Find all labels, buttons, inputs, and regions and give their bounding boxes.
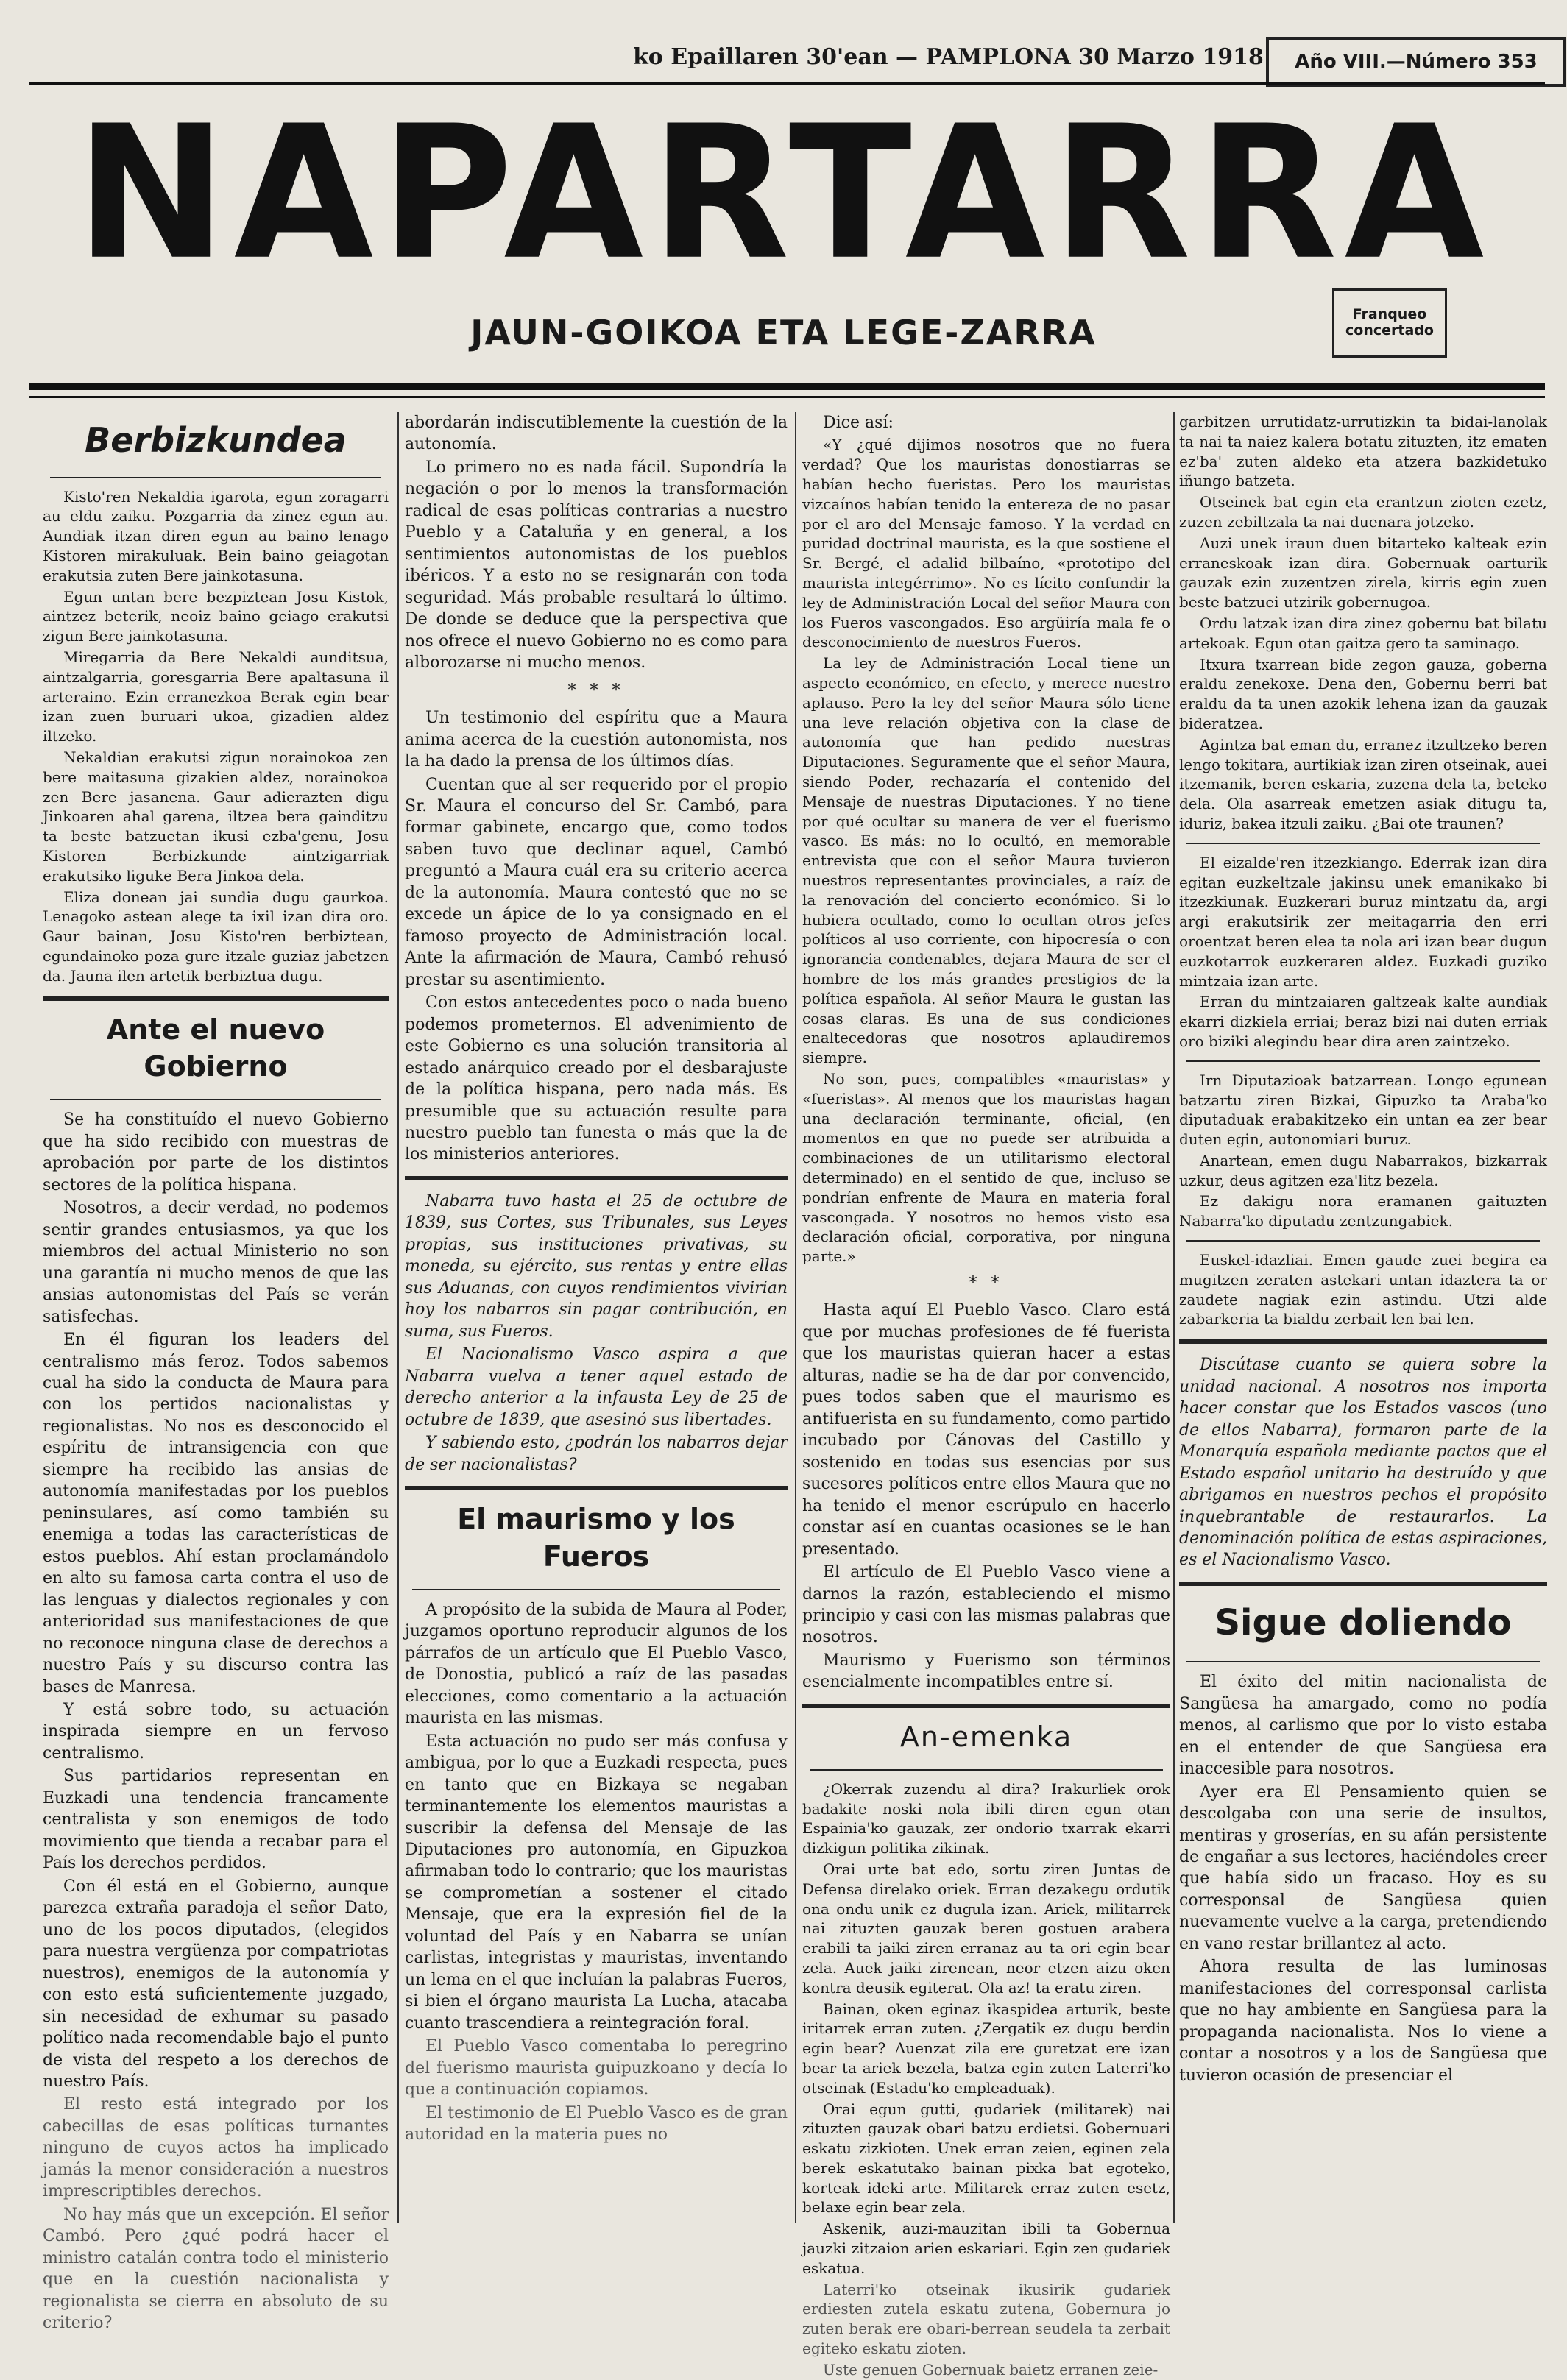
- paragraph: Y está sobre todo, su actuación inspirada siempre en un fervoso centralismo.: [43, 1701, 389, 1763]
- divider: [1186, 1240, 1540, 1242]
- paragraph: Nosotros, a decir verdad, no podemos sentir grandes entusiasmos, ya que los miembros del actual Ministerio no son una garantía ni mucho menos de que las ansias autonomistas del País se verán satisfechas.: [43, 1199, 389, 1326]
- quote-paragraph: El Nacionalismo Vasco aspira a que Nabarra vuelva a tener aquel estado de derecho anterior a la infausta Ley de 25 de octubre de 1839, que asesinó sus libertades.: [405, 1345, 788, 1429]
- column-divider-2: [795, 412, 796, 2223]
- section-divider: [1179, 1339, 1547, 1344]
- paragraph: Dice así:: [823, 414, 894, 432]
- section-divider: [405, 1486, 788, 1490]
- paragraph: garbitzen urrutidatz-urrutizkin ta bidai-lanolak ta nai ta naiez kalera botatu zituzten, itz ematen ez'ba' zuten aldeko eta atzera bazkidetuko iñungo batzeta.: [1179, 413, 1547, 490]
- paragraph: Sus partidarios representan en Euzkadi una tendencia francamente centralista y son enemigos de todo movimiento que tienda a recabar para el País los derechos perdidos.: [43, 1767, 389, 1873]
- paragraph: El artículo de El Pueblo Vasco viene a darnos la razón, estableciendo el mismo principio y casi con las mismas palabras que nosotros.: [802, 1563, 1170, 1647]
- paragraph: El eizalde'ren itzezkiango. Ederrak izan dira egitan euzkeltzale jakinsu unek emanikako bi itzezkiunak. Euzkerari buruz mintzatu da, argi argi erakutsirik zer meitagarria den erri oroentzat beren elea ta nola ari izan bear dugun euzkotarrok euzkeraren aldez. Euzkadi guziko mintzaia izan arte.: [1179, 853, 1547, 990]
- franqueo-box: Franqueo concertado: [1332, 288, 1447, 358]
- paragraph: Nekaldian erakutsi zigun norainokoa zen bere maitasuna gizakien aldez, norainokoa zen Bere jasanena. Gaur adierazten digu Jinkoaren ahal garena, iltzea bera gainditzu ta beste batzuetan ikusi ezba'genu, Josu Kistoren Berbizkunde aintzigarriak erakutsiko liguke Bera Jinkoa dela.: [43, 748, 389, 885]
- column-3: [802, 412, 1170, 2379]
- paragraph: Irn Diputazioak batzarrean. Longo egunean batzartu ziren Bizkai, Gipuzko ta Araba'ko diputaduak erabakitzeko ein untan ea zer bear duten egin, autonomiari buruz.: [1179, 1071, 1547, 1149]
- section-divider: [1179, 1582, 1547, 1586]
- paragraph: Askenik, auzi-mauzitan ibili ta Gobernua jauzki zitzaion arien eskariari. Egin zen gudariek eskatua.: [802, 2220, 1170, 2277]
- masthead-title: NAPARTARRA: [75, 86, 1492, 300]
- top-rule: [29, 82, 1545, 85]
- article-title-sigue-doliendo: Sigue doliendo: [1214, 1601, 1512, 1643]
- paragraph: Bainan, oken eginaz ikaspidea arturik, beste iritarrek erran zuten. ¿Zergatik ez dugu berdin egin bear? Auenzat zila ere guretzat ere izan bear ta ariek bezela, batza egin zuten Laterri'ko otseinak (Estadu'ko empleaduak).: [802, 2000, 1170, 2097]
- section-divider: [43, 996, 389, 1001]
- issue-number: Año VIII.—Número 353: [1266, 37, 1566, 87]
- paragraph: Con estos antecedentes poco o nada bueno podemos prometernos. El advenimiento de este Gobierno es una solución transitoria al estado anárquico creado por el desbarajuste de la política hispana, pero nada más. Es presumible que su actuación resulte para nuestro pueblo tan funesta o más que la de los ministerios anteriores.: [405, 994, 788, 1164]
- column-1: [43, 412, 389, 2333]
- paragraph: Un testimonio del espíritu que a Maura anima acerca de la cuestión autonomista, nos la ha dado la prensa de los últimos días.: [405, 709, 788, 771]
- paragraph: Orai urte bat edo, sortu ziren Juntas de Defensa direlako oriek. Erran dezakegu ordutik ona ondu unik ez dugula izan. Ariek, militarrek nai zituzten gauzak beren gostuen arabera erabili ta jaiki ziren erranaz au ta ori egin bear zela. Auek jaiki zirenean, neor etzen aizu oken kontra deusik egiterat. Ola az! ta eratu ziren.: [802, 1860, 1170, 1997]
- paragraph: Cuentan que al ser requerido por el propio Sr. Maura el concurso del Sr. Cambó, para formar gabinete, encargo que, como todos saben tuvo que declinar aquel, Cambó preguntó a Maura cuál era su criterio acerca de la autonomía. Maura contestó que no se excede un ápice de lo ya consignado en el famoso proyecto de Administración local. Ante la afirmación de Maura, Cambó rehusó prestar su asentimiento.: [405, 775, 788, 989]
- section-divider: [802, 1704, 1170, 1708]
- section-divider: [405, 1176, 788, 1180]
- paragraph: Euskel-idazliai. Emen gaude zuei begira ea mugitzen zeraten astekari untan idaztera ta or zaudete nagiak ezin astindu. Utzi alde zabarkeria ta bialdu zerbait len bai len.: [1179, 1251, 1547, 1328]
- paragraph: Maurismo y Fuerismo son términos esencialmente incompatibles entre sí.: [802, 1651, 1170, 1692]
- paragraph: Laterri'ko otseinak ikusirik gudariek erdiesten zutela eskatu zutena, Gobernura jo zuten berak ere obari-berrean seudela ta zerbait egiteko eskatu zioten.: [802, 2280, 1170, 2358]
- column-4: [1179, 412, 1547, 2230]
- divider: [50, 1099, 381, 1100]
- article-title-gobierno: Ante el nuevo Gobierno: [106, 1013, 325, 1083]
- separator-stars: * *: [969, 1273, 1004, 1292]
- quote-paragraph: Y sabiendo esto, ¿podrán los nabarros dejar de ser nacionalistas?: [405, 1434, 788, 1474]
- paragraph: Egun untan bere bezpiztean Josu Kistok, aintzez beterik, neoiz baino geiago erakutsi zigun Bere jainkotasuna.: [43, 587, 389, 645]
- paragraph: Eliza donean jai sundia dugu gaurkoa. Lenagoko astean alege ta ixil izan dira oro. Gaur bainan, Josu Kisto'ren berbiztean, egundainoko poza gure itzale guziaz jabetzen da. Jauna ilen artetik berbiztua dugu.: [43, 888, 389, 985]
- quote-paragraph: Nabarra tuvo hasta el 25 de octubre de 1839, sus Cortes, sus Tribunales, sus Leyes propias, sus instituciones privativas, su moneda, su ejército, sus rentas y entre ellas sus Aduanas, con cuyos rendimientos vivirian hoy los nabarros sin pagar contribución, en suma, sus Fueros.: [405, 1191, 788, 1341]
- paragraph: «Y ¿qué dijimos nosotros que no fuera verdad? Que los mauristas donostiarras se habían hecho fueristas. Pero los mauristas vizcaínos habían tenido la entereza de no pasar por el aro del Mensaje famoso. Y la verdad en puridad doctrinal maurista, es la que sostiene el Sr. Bergé, el adalid bilbaíno, «prototipo del maurista integérrimo». No es lícito confundir la ley de Administración Local del señor Maura con los Fueros vascongados. Eso argüiría mala fe o desconocimiento de nuestros Fueros.: [802, 436, 1170, 651]
- paragraph: Ordu latzak izan dira zinez gobernu bat bilatu artekoak. Egun otan gaitza gero ta saminago.: [1179, 614, 1547, 652]
- motto: JAUN-GOIKOA ETA LEGE-ZARRA: [470, 313, 1097, 353]
- paragraph: Kisto'ren Nekaldia igarota, egun zoragarri au eldu zaiku. Pozgarria da zinez egun au. Aundiak itzan diren egun au baino lenago Kistoren mirakuluak. Bein baino geiagotan erakutsia zuten Bere jainkotasuna.: [43, 487, 389, 584]
- quote-paragraph: Discútase cuanto se quiera sobre la unidad nacional. A nosotros nos importa hacer constar que los Estados vascos (uno de ellos Nabarra), formaron parte de la Monarquía española mediante pactos que el Estado español unitario ha destruído y que abrigamos en nuestros pechos el propósito inquebrantable de restaurarlos. La denominación política de estas aspiraciones, es el Nacionalismo Vasco.: [1179, 1356, 1547, 1570]
- paragraph: ¿Okerrak zuzendu al dira? Irakurliek orok badakite noski nola ibili diren egun otan Espainia'ko gauzak, zer ondorio txarrak ekarri dizkigun politika zikinak.: [802, 1779, 1170, 1857]
- paragraph: Uste genuen Gobernuak baietz erranen zeie-: [823, 2360, 1159, 2379]
- paragraph: No son, pues, compatibles «mauristas» y «fueristas». Al menos que los mauristas hagan una declaración terminante, oficial, (en momentos en que no puede ser atribuida a combinaciones de un utilitarismo electoral determinado) en el sentido de que, incluso se pondrían enfrente de Maura en materia foral vascongada. Y nosotros no hemos visto esa declaración oficial, corporativa, por ninguna parte.»: [802, 1069, 1170, 1266]
- paragraph: Auzi unek iraun duen bitarteko kalteak ezin erraneskoak izan dira. Gobernuak oarturik gauzak ezin zuzentzen zirela, kirris egin zuen beste batzuei utzirik gobernugoa.: [1179, 534, 1547, 612]
- column-divider-3: [1173, 412, 1175, 2223]
- paragraph: En él figuran los leaders del centralismo más feroz. Todos sabemos cual ha sido la conducta de Maura para con los pertidos nacionalistas y regionalistas. No nos es desconocido el espíritu de intransigencia con que siempre ha recibido las ansias de autonomía manifestadas por los pueblos peninsulares, así como también su enemiga a todas las características de estos pueblos. Ahí estan proclamándolo en alto su famosa carta contra el uso de las lenguas y dialectos regionales y con anterioridad sus manifestaciones de que no reconoce ninguna clase de derechos a nuestro País y su discurso contra las bases de Manresa.: [43, 1331, 389, 1696]
- separator-stars: * * *: [567, 681, 625, 700]
- paragraph: Anartean, emen dugu Nabarrakos, bizkarrak uzkur, deus agitzen eza'litz bezela.: [1179, 1151, 1547, 1189]
- paragraph: A propósito de la subida de Maura al Poder, juzgamos oportuno reproducir algunos de los párrafos de un artículo que El Pueblo Vasco, de Donostia, publicó a raíz de las pasadas elecciones, como comentario a la actuación maurista en las mismas.: [405, 1600, 788, 1728]
- paragraph: Agintza bat eman du, erranez itzultzeko beren lengo tokitara, aurtikiak izan ziren otseinak, auei itzemanik, beren eskaria, zuzena dela ta, beteko dela. Ola asarreak emetzen asiak ditugu ta, iduriz, bakea itzuli zaiku. ¿Bai ote traunen?: [1179, 735, 1547, 832]
- top-bar: [29, 29, 1545, 88]
- divider: [810, 1769, 1163, 1771]
- paragraph: Con él está en el Gobierno, aunque parezca extraña paradoja el señor Dato, uno de los pocos diputados, (elegidos para nuestra vergüenza por compatriotas nuestros), enemigos de la autonomía y con esto está suficientemente juzgado, sin necesidad de exhumar su pasado político nada recomendable bajo el punto de vista del respeto a los derechos de nuestro País.: [43, 1877, 389, 2091]
- paragraph: Se ha constituído el nuevo Gobierno que ha sido recibido con muestras de aprobación por parte de los distintos sectores de la política hispana.: [43, 1111, 389, 1194]
- paragraph: Miregarria da Bere Nekaldi aunditsua, aintzalgarria, goresgarria Bere apaltasuna il arteraino. Ezin erranezkoa Berak egin bear izan zuen buruari ukoa, gizadien aldez iltzeko.: [43, 648, 389, 745]
- masthead-rule-thick: [29, 383, 1545, 390]
- column-2: [405, 412, 788, 2230]
- divider: [1186, 1661, 1540, 1662]
- paragraph: Hasta aquí El Pueblo Vasco. Claro está que por muchas profesiones de fé fuerista que los mauristas quieran hacer a estas alturas, nadie se ha de dar por convencido, pues todos saben que el maurismo es antifuerista en su fundamento, como partido incubado por Cánovas del Castillo y sostenido en todas sus esencias por sus sucesores políticos entre ellos Maura que no ha tenido el menor escrúpulo en hacerlo constar así en cuantas ocasiones se le han presentado.: [802, 1301, 1170, 1559]
- divider: [1186, 843, 1540, 844]
- paragraph: Ayer era El Pensamiento quien se descolgaba con una serie de insultos, mentiras y groserías, en su afán persistente de engañar a sus lectores, haciéndoles creer que había sido un fracaso. Hoy es su corresponsal de Sangüesa quien nuevamente vuelve a la carga, pretendiendo en vano restar brillantez al acto.: [1179, 1782, 1547, 1953]
- paragraph: No hay más que un excepción. El señor Cambó. Pero ¿qué podrá hacer el ministro catalán contra todo el ministerio que en la cuestión nacionalista y regionalista se cierra en absoluto de su criterio?: [43, 2205, 389, 2333]
- paragraph: Otseinek bat egin eta erantzun zioten ezetz, zuzen zebiltzala ta nai duenara jotzeko.: [1179, 493, 1547, 531]
- divider: [1186, 1060, 1540, 1062]
- paragraph: abordarán indiscutiblemente la cuestión de la autonomía.: [405, 414, 788, 454]
- paragraph: Lo primero no es nada fácil. Supondría la negación o por lo menos la transformación radical de esas políticas contrarias a nuestro Pueblo y a Cataluña y en general, a los sentimientos autonomistas de los pueblos ibéricos. Y a esto no se resignarán con toda seguridad. Más probable resultará lo último. De donde se deduce que la perspectiva que nos ofrece el nuevo Gobierno no es como para alborozarse ni mucho menos.: [405, 458, 788, 673]
- dateline: ko Epaillaren 30'ean — PAMPLONA 30 Marzo 1918: [633, 44, 1264, 70]
- article-title-maurismo: El maurismo y los Fueros: [457, 1503, 735, 1573]
- paragraph: Erran du mintzaiaren galtzeak kalte aundiak ekarri dizkiela erriai; beraz bizi nai duten erriak oro biziki alegindu bear dira aren zaintzeko.: [1179, 993, 1547, 1050]
- paragraph: Ahora resulta de las luminosas manifestaciones del corresponsal carlista que no hay ambiente en Sangüesa para la propaganda nacionalista. Nos lo viene a contar a nosotros y a los de Sangüesa que tuvieron ocasión de presenciar el: [1179, 1958, 1547, 2085]
- paragraph: Itxura txarrean bide zegon gauza, goberna eraldu zenekoxe. Dena den, Gobernu berri bat eraldu da ta unen azokik lehena izan da gauzak bideratzea.: [1179, 655, 1547, 732]
- masthead-rule-thin: [29, 396, 1545, 398]
- column-divider-1: [397, 412, 399, 2223]
- divider: [412, 1589, 780, 1590]
- paragraph: Esta actuación no pudo ser más confusa y ambigua, por lo que a Euzkadi respecta, pues en tanto que en Bizkaya se negaban terminantemente los elementos mauristas a suscribir la defensa del Mensaje de las Diputaciones pro autonomía, en Gipuzkoa afirmaban todo lo contrario; que los mauristas se comprometían a sostener el citado Mensaje, que era la expresión fiel de la voluntad del País y en Nabarra se unían carlistas, integristas y mauristas, inventando un lema en el que incluían la palabras Fueros, si bien el órgano maurista La Lucha, atacaba cuanto trascendiera a reintegración foral.: [405, 1732, 788, 2033]
- article-title-an-emenka: An-emenka: [899, 1720, 1073, 1753]
- divider: [50, 477, 381, 478]
- paragraph: El Pueblo Vasco comentaba lo peregrino del fuerismo maurista guipuzkoano y decía lo que a continuación copiamos.: [405, 2037, 788, 2100]
- paragraph: El éxito del mitin nacionalista de Sangüesa ha amargado, como no podía menos, al carlismo que por lo visto estaba en el entender de que Sangüesa era inaccesible para nosotros.: [1179, 1673, 1547, 1779]
- paragraph: El testimonio de El Pueblo Vasco es de gran autoridad en la materia pues no: [405, 2103, 788, 2145]
- article-title-berbizkundea: Berbizkundea: [85, 420, 347, 460]
- paragraph: El resto está integrado por los cabecillas de esas políticas turnantes ninguno de cuyos actos ha implicado jamás la menor consideración a nuestros imprescriptibles derechos.: [43, 2095, 389, 2201]
- paragraph: Orai egun gutti, gudariek (militarek) nai zituzten gauzak obari batzu erdietsi. Gobernuari eskatu zizkioten. Unek erran zeien, eginen zela berek eskatutako bainan pixka bat egoteko, korteak ideki arte. Militarek erraz zuten esetz, belaxe egin bear zela.: [802, 2100, 1170, 2217]
- paragraph: La ley de Administración Local tiene un aspecto económico, en efecto, y merece nuestro aplauso. Pero la ley del señor Maura sólo tiene una leve relación objetiva con la clase de autonomía que han pedido nuestras Diputaciones. Seguramente que el señor Maura, siendo Poder, rechazaría el contenido del Mensaje de nuestras Diputaciones. Y no tiene por qué ocultar su manera de ver el fuerismo vasco. Es más: no lo ocultó, en memorable entrevista que con el señor Maura tuvieron nuestros representantes provinciales, a raíz de la renovación del concierto económico. Si lo hubiera ocultado, como lo ocultan otros jefes políticos al uso corriente, con hipocresía o con ignorancia condenables, dejara Maura de ser el hombre de los más grandes prestigios de la política española. Al señor Maura le gustan las cosas claras. Es una de sus condiciones enaltecedoras que nosotros aplaudiremos siempre.: [802, 654, 1170, 1067]
- paragraph: Ez dakigu nora eramanen gaituzten Nabarra'ko diputadu zentzungabiek.: [1179, 1192, 1547, 1230]
